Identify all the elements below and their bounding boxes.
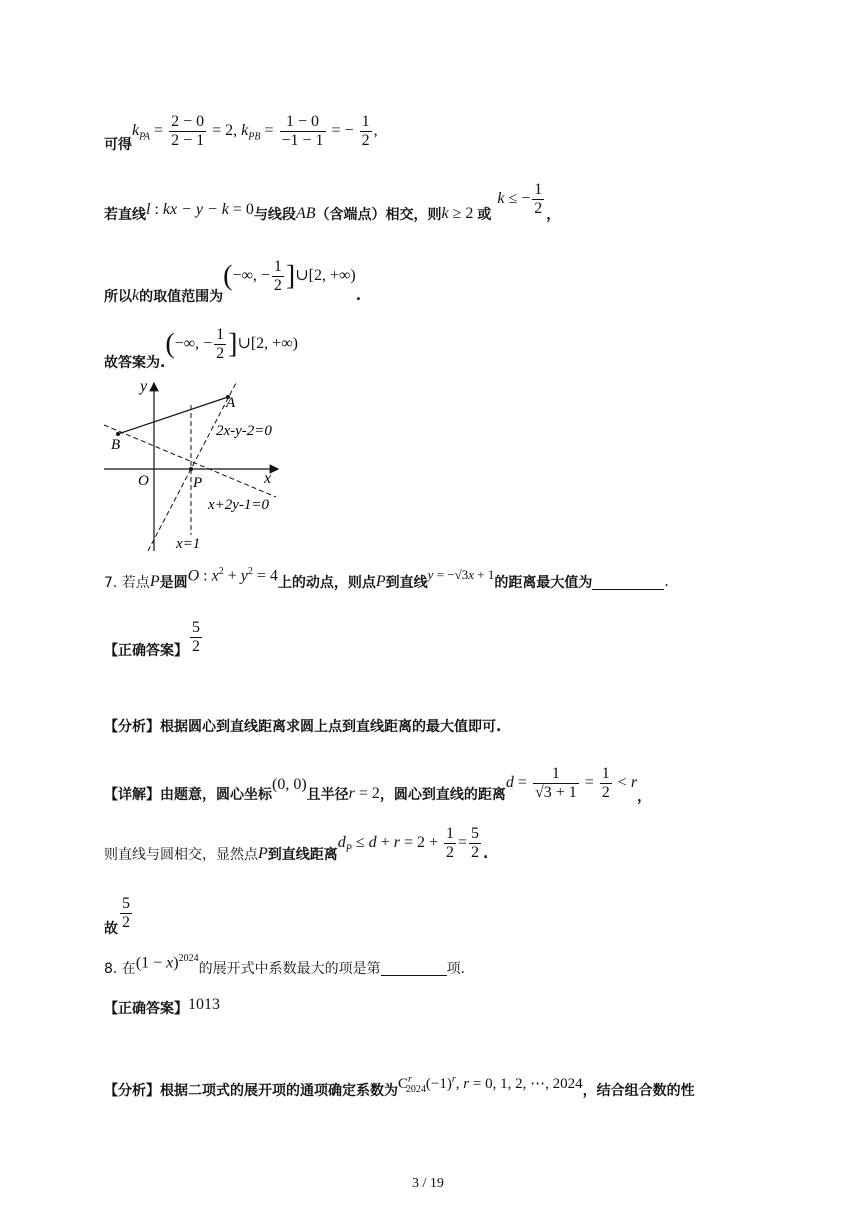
label-x: x bbox=[264, 470, 272, 487]
range-line: 所以 k 的取值范围为 (−∞, − $\frac{1}{2}$ ]∪[2, +∞) . bbox=[104, 257, 362, 305]
q7-conclusion: 故 $\frac{5}{2}$ bbox=[104, 894, 130, 937]
q8-answer-blank[interactable] bbox=[381, 961, 447, 976]
label-p: P bbox=[193, 475, 203, 491]
q8-answer: 【正确答案】 1013 bbox=[104, 996, 220, 1017]
segment-ab bbox=[118, 397, 228, 434]
q7-detail-2: 则直线与圆相交，显然点 P 到直线距离 $d_P \le d + r = 2$ + $\frac{1}{2}$ = $\frac{5}{2}$ . bbox=[104, 824, 489, 863]
question-7: 7. 若点 P 是圆 O : $x^2 + y^2 = 4$ 上的动点，则点 P 到直线 y = −√3x + 1 的距离最大值为 . bbox=[104, 566, 669, 591]
slope-line bbox=[104, 112, 378, 154]
label-a: A bbox=[226, 395, 236, 411]
slope-formula: $k_{PA}$ = $\frac{2 - 0}{2 - 1}$ = 2, $k_{PB}$ = $\frac{1 - 0}{-1 - 1}$ = − $\frac{1}{2}$ , bbox=[132, 112, 378, 149]
coordinate-graph bbox=[100, 375, 290, 555]
line-2x-y-2 bbox=[148, 383, 236, 551]
q7-detail-1: 【详解】 由题意，圆心坐标 (0, 0) 且半径 r = 2 ，圆心到直线的距离 d = $\frac{1}{√3 + 1}$ = $\frac{1}{2}$ < r ， bbox=[104, 764, 652, 805]
label-b: B bbox=[111, 437, 121, 453]
q8-analysis: 【分析】 根据二项式的展开项的通项确定系数为 $C^r_{2024}(-1)^r$, r = 0, 1, 2, ⋯, 2024 ，结合组合数的性 bbox=[104, 1073, 695, 1099]
q7-answer: 【正确答案】 $\frac{5}{2}$ bbox=[104, 618, 200, 659]
p2-prefix: 若直线 bbox=[104, 207, 146, 223]
question-8: 8. 在 $(1 - x)^{2024}$ 的展开式中系数最大的项是第 项. bbox=[104, 953, 466, 977]
q7-answer-blank[interactable] bbox=[592, 575, 664, 590]
range-expr: (−∞, − $\frac{1}{2}$ ]∪[2, +∞) bbox=[223, 257, 356, 294]
intersect-line: 若直线 l : kx − y − k = 0 与线段 AB （含端点）相交，则 k ≥ 2 或 k ≤ − $\frac{1}{2}$ ， bbox=[104, 180, 561, 223]
answer-line: 故答案为. (−∞, − $\frac{1}{2}$ ]∪[2, +∞) bbox=[104, 325, 298, 371]
label-line2: x+2y-1=0 bbox=[208, 497, 270, 513]
label-y: y bbox=[140, 378, 148, 395]
q7-analysis: 【分析】根据圆心到直线距离求圆上点到直线距离的最大值即可. bbox=[104, 719, 502, 735]
keyi-text: 可得 bbox=[104, 137, 132, 153]
point-p-dot bbox=[189, 467, 193, 471]
label-o: O bbox=[138, 473, 149, 489]
label-line3: x=1 bbox=[176, 536, 201, 552]
page-number: 3 / 19 bbox=[412, 1176, 444, 1191]
point-b-dot bbox=[116, 432, 120, 436]
label-line1: 2x-y-2=0 bbox=[216, 423, 272, 439]
